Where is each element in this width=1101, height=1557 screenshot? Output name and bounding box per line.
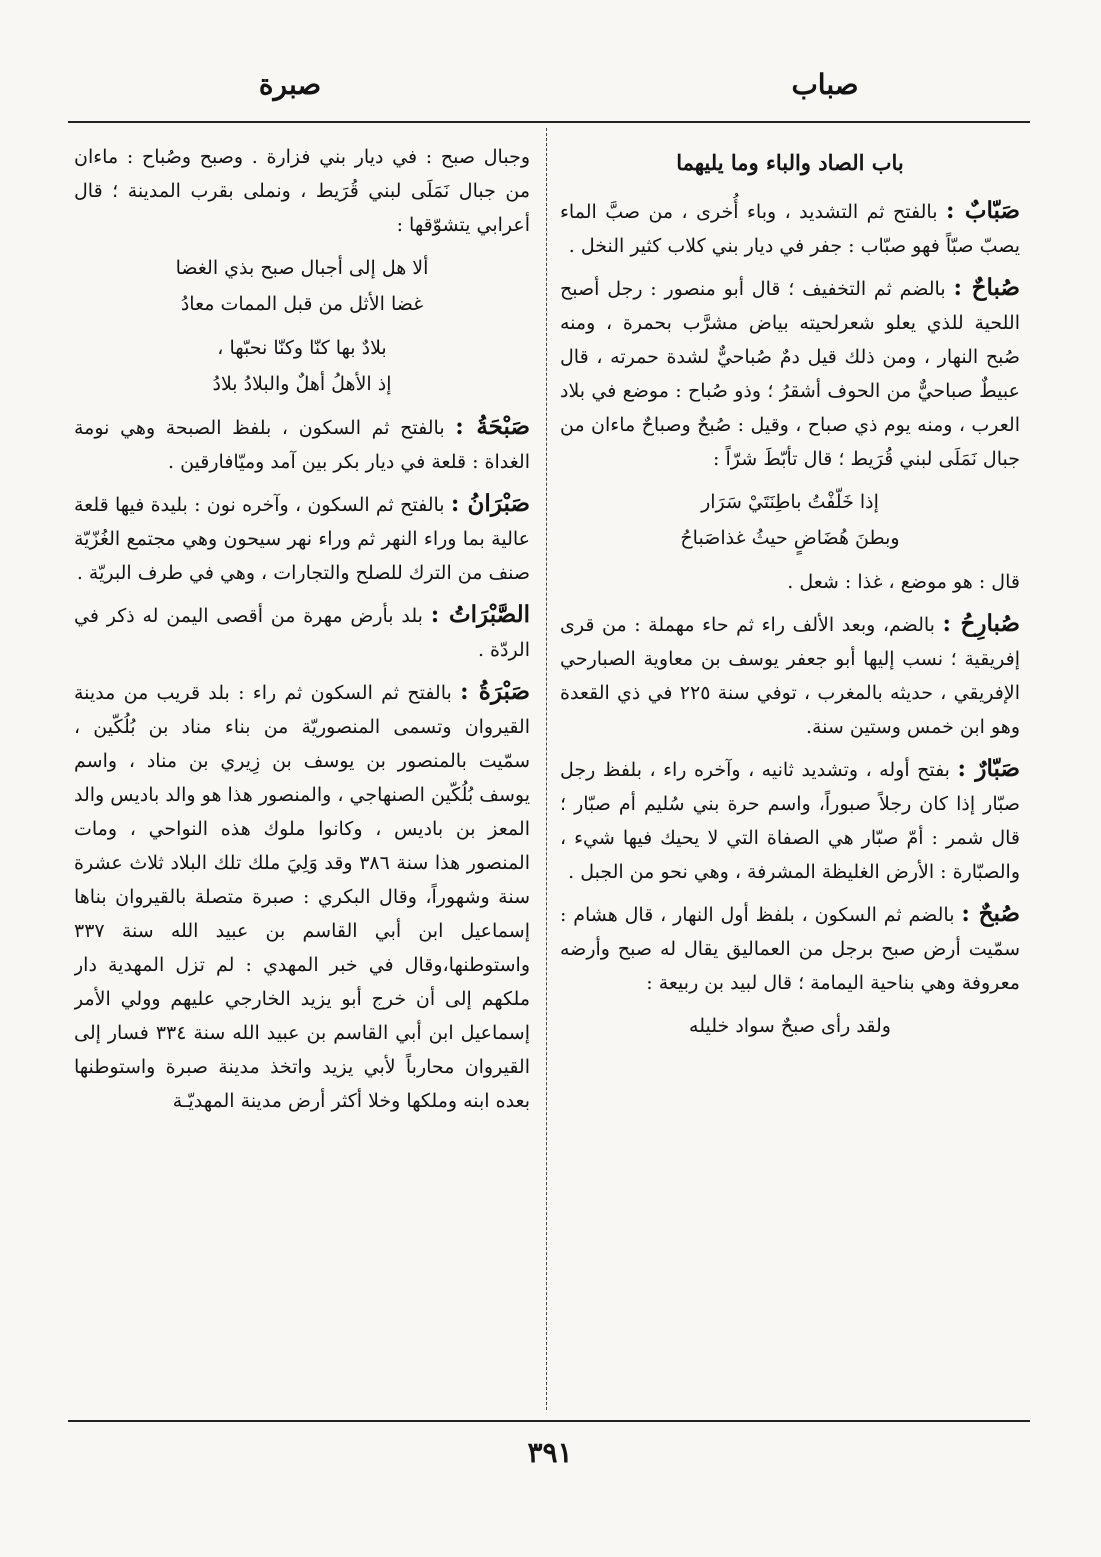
verse-line: ألا هل إلى أجبال صبح بذي الغضا xyxy=(175,257,429,279)
running-header-left: صبرة xyxy=(258,68,322,101)
entry-text: بالضم، وبعد الألف راء ثم حاء مهملة : من قرى إفريقية ؛ نسب إليها أبو جعفر يوسف بن معاوية الصبارحي الإفريقي ، حديثه بالمغرب ، توفي سنة ٢٢٥ في ذي القعدة وهو ابن خمس وستين سنة. xyxy=(560,614,1020,738)
entry-sabbab xyxy=(560,194,1020,263)
verse-block xyxy=(74,250,530,322)
entry-headword: صَبّابٌ : xyxy=(945,197,1020,224)
entry-subh xyxy=(560,897,1020,1000)
running-header-right: صباب xyxy=(791,68,859,101)
verse-block xyxy=(560,1008,1020,1044)
entry-text: بالفتح ثم التشديد ، وباء أُخرى ، من صبَّ الماء يصبّ صبّاً فهو صبّاب : جفر في ديار بني كلاب كثير النخل . xyxy=(560,201,1020,257)
entry-sabra xyxy=(74,675,530,1118)
entry-headword: صُباحٌ : xyxy=(953,274,1020,301)
entry-continuation xyxy=(560,564,1020,599)
entry-headword: صَبّارٌ : xyxy=(957,755,1020,782)
entry-headword: صَبْرَانُ : xyxy=(450,490,530,517)
column-divider xyxy=(546,128,547,1410)
verse-line: غضا الأثل من قبل الممات معادُ xyxy=(180,293,424,315)
entry-text: بالضم ثم التخفيف ؛ قال أبو منصور : رجل أصبح اللحية للذي يعلو شعرلحيته بياض مشرَّب بحمرة ، ومنه صُبح النهار ، ومن ذلك قيل دمٌ صُباحيٌّ لشدة حمرته ، قال عبيطٌ صباحيٌّ من الحوف أشقرُ ؛ وذو صُباح : موضع في بلاد العرب ، ومنه يوم ذي صباح ، وقيل : صُبحٌ وصباحٌ ماءان من جبال نَمَلَى لبني قُرَيط ؛ قال تأبّطَ شرّاً : xyxy=(560,278,1020,470)
entry-sabran xyxy=(74,487,530,590)
entry-text: بلد بأرض مهرة من أقصى اليمن له ذكر في الردّة . xyxy=(74,605,530,661)
entry-headword: صَبْحَةُ : xyxy=(455,413,530,440)
entry-headword: صُبحٌ : xyxy=(961,900,1020,927)
entry-text: وجبال صبح : في ديار بني فزارة . وصبح وصُباح : ماءان من جبال نَمَلَى لبني قُرَيط ، ونملى بقرب المدينة ؛ قال أعرابي يتشوّقها : xyxy=(74,146,530,236)
entry-text: بالفتح ثم السكون ثم راء : بلد قريب من مدينة القيروان وتسمى المنصوريّة من بناء مناد بن بُلُكّين ، سمّيت بالمنصور بن يوسف بن زِيري بن مناد ، واسم يوسف بُلُكّين الصنهاجي ، والمنصور هذا هو والد باديس والد المعز بن باديس ، وكانوا ملوك هذه النواحي ، ومات المنصور هذا سنة ٣٨٦ وقد وَلِيَ ملك تلك البلاد ثلاث عشرة سنة وشهوراً، وقال البكري : صبرة متصلة بالقيروان بناها إسماعيل ابن أبي القاسم بن عبيد الله سنة ٣٣٧ واستوطنها،وقال في خبر المهدي : لم تزل المهدية دار ملكهم إلى أن خرج أبو يزيد الخارجي عليهم وولي الأمر إسماعيل ابن أبي القاسم بن عبيد الله سنة ٣٣٤ فسار إلى القيروان محارباً لأبي يزيد واتخذ مدينة صبرة واستوطنها بعده ابنه وملكها وخلا أكثر أرض مدينة المهديّـة xyxy=(74,682,530,1112)
entry-headword: الصَّبْرَاتُ : xyxy=(430,601,530,628)
verse-line: بلادٌ بها كنّا وكنّا نحبّها ، xyxy=(217,337,387,359)
header-rule xyxy=(68,121,1030,123)
entry-sabbar xyxy=(560,752,1020,889)
entry-text: قال : هو موضع ، غذا : شعل . xyxy=(787,571,1020,593)
verse-line: ولقد رأى صبحٌ سواد خليله xyxy=(689,1015,891,1037)
entry-intro xyxy=(74,140,530,242)
entry-text: بفتح أوله ، وتشديد ثانيه ، وآخره راء ، بلفظ رجل صبّار إذا كان رجلاً صبوراً، واسم حرة بني سُليم أم صبّار ؛ قال شمر : أمّ صبّار هي الصفاة التي لا يحيك فيها شيء ، والصبّارة : الأرض الغليظة المشرفة ، وهي نحو من الجبل . xyxy=(560,759,1020,883)
entry-text: بالفتح ثم السكون ، بلفظ الصبحة وهي نومة الغداة : قلعة في ديار بكر بين آمد وميّافارقين . xyxy=(74,417,530,473)
entry-headword: صَبْرَةُ : xyxy=(460,678,530,705)
entry-alsabrat xyxy=(74,598,530,667)
footer-rule xyxy=(68,1420,1030,1422)
entry-headword: صُبارِحُ : xyxy=(942,610,1020,637)
entry-text: بالفتح ثم السكون ، وآخره نون : بليدة فيها قلعة عالية بما وراء النهر ثم وراء نهر سيحون وهي مجتمع الغُزّيّة صنف من الترك للصلح والتجارات ، وهي في طرف البريّة . xyxy=(74,494,530,584)
verse-block xyxy=(560,484,1020,556)
section-title: باب الصاد والباء وما يليهما xyxy=(676,150,904,175)
page-number: ٣٩١ xyxy=(527,1436,573,1469)
right-column xyxy=(560,140,1020,1412)
left-column xyxy=(74,140,530,1412)
entry-sabha xyxy=(74,410,530,479)
entry-subah xyxy=(560,271,1020,476)
entry-subarih xyxy=(560,607,1020,744)
verse-block xyxy=(74,330,530,402)
verse-line: إذا خَلّفْتُ باطِنَتَيْ سَرَار xyxy=(701,491,879,513)
verse-line: وبطنَ هُضَاضٍ حيثُ غذاصَباحُ xyxy=(680,527,900,549)
entry-text: بالضم ثم السكون ، بلفظ أول النهار ، قال هشام : سمّيت أرض صبح برجل من العماليق يقال له صبح وأرضه معروفة وهي بناحية اليمامة ؛ قال لبيد بن ربيعة : xyxy=(560,904,1020,994)
verse-line: إذ الأهلُ أهلٌ والبلادُ بلادُ xyxy=(212,373,392,395)
